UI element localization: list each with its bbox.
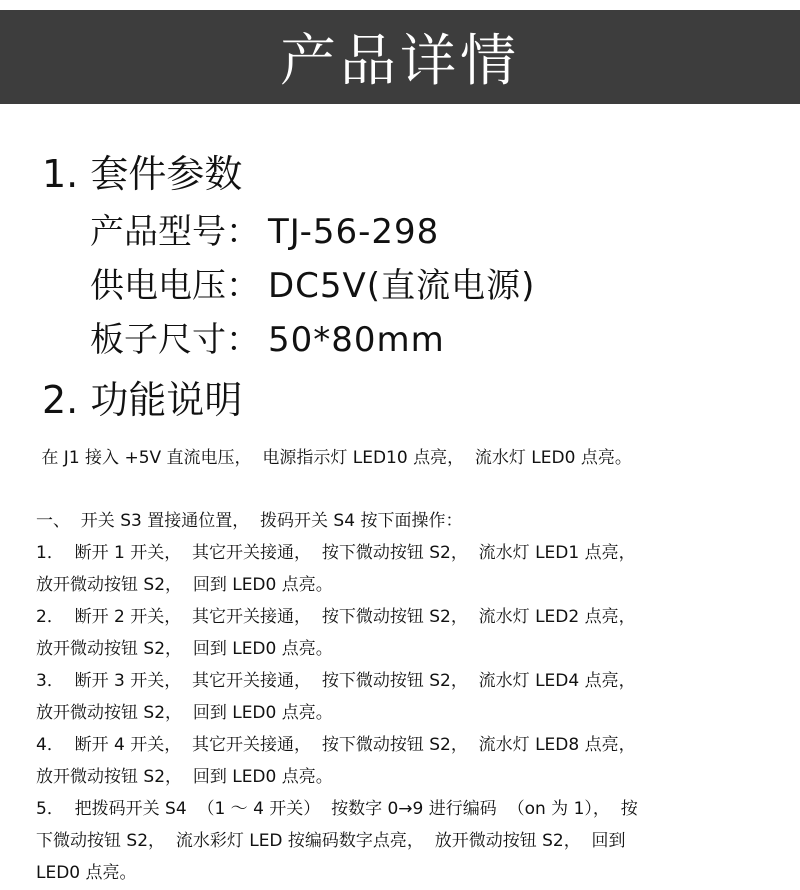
instruction-line: 4． 断开 4 开关， 其它开关接通， 按下微动按钮 S2， 流水灯 LED8 点亮， (36, 735, 636, 755)
instruction-line: 放开微动按钮 S2， 回到 LED0 点亮。 (36, 767, 333, 787)
spec-label: 板子尺寸： (90, 320, 260, 360)
spec-label: 供电电压： (90, 266, 260, 306)
intro-paragraph: 在 J1 接入 +5V 直流电压， 电源指示灯 LED10 点亮， 流水灯 LED0 点亮。 (36, 448, 632, 468)
page-title: 产品详情 (280, 29, 520, 94)
instruction-line: 下微动按钮 S2， 流水彩灯 LED 按编码数字点亮， 放开微动按钮 S2， 回到 (36, 831, 626, 851)
instruction-line: 一、 开关 S3 置接通位置， 拨码开关 S4 按下面操作： (36, 511, 463, 531)
page-header (0, 10, 800, 104)
instruction-line: 2． 断开 2 开关， 其它开关接通， 按下微动按钮 S2， 流水灯 LED2 点亮， (36, 607, 636, 627)
instruction-line: 放开微动按钮 S2， 回到 LED0 点亮。 (36, 575, 333, 595)
section-heading-kit-params: 1. 套件参数 (42, 152, 243, 196)
instruction-line: 1． 断开 1 开关， 其它开关接通， 按下微动按钮 S2， 流水灯 LED1 点亮， (36, 543, 636, 563)
spec-row-model (90, 212, 439, 252)
instruction-line: 5． 把拨码开关 S4 （1 ～ 4 开关） 按数字 0→9 进行编码 （on 为 1）， 按 (36, 799, 638, 819)
spec-row-board-size (90, 320, 445, 360)
instruction-line: 放开微动按钮 S2， 回到 LED0 点亮。 (36, 639, 333, 659)
spec-value: 50*80mm (268, 320, 445, 360)
instruction-line: LED0 点亮。 (36, 863, 137, 883)
spec-label: 产品型号： (90, 212, 260, 252)
instruction-line: 放开微动按钮 S2， 回到 LED0 点亮。 (36, 703, 333, 723)
spec-row-voltage (90, 266, 535, 306)
instruction-line: 3． 断开 3 开关， 其它开关接通， 按下微动按钮 S2， 流水灯 LED4 点亮， (36, 671, 636, 691)
spec-value: DC5V(直流电源) (268, 266, 536, 306)
section-heading-function: 2. 功能说明 (42, 378, 243, 422)
spec-value: TJ-56-298 (268, 212, 440, 252)
